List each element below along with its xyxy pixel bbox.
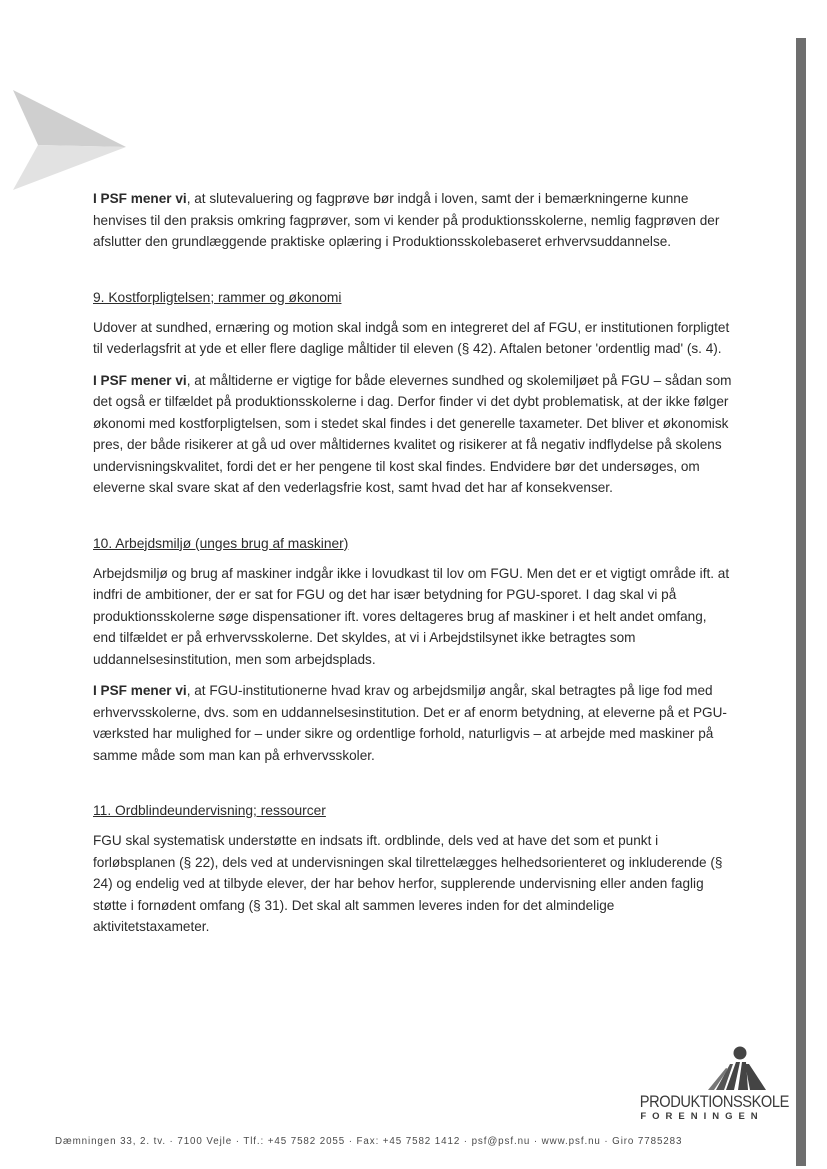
- section-10-paragraph-1: Arbejdsmiljø og brug af maskiner indgår ikke i lovudkast til lov om FGU. Men det er et vigtigt område ift. at indfri de ambitioner, der er sat for FGU og det har især betydning for PGU-sporet. I dag skal vi på produktionsskolerne søge dispensationer ift. vores deltageres brug af maskiner i et helt andet omfang, end tilfældet er på erhvervsskolerne. Det skyldes, at vi i Arbejdstilsynet ikke betragtes som uddannelsesinstitution, men som arbejdsplads.: [93, 565, 730, 667]
- produktionsskole-logo: [630, 1042, 789, 1122]
- section-11-heading: 11. Ordblindeundervisning; ressourcer: [93, 803, 326, 818]
- document-body: [93, 188, 733, 938]
- logo-title: PRODUKTIONSSKOLE: [639, 1092, 789, 1111]
- section-9-paragraph-1: Udover at sundhed, ernæring og motion skal indgå som en integreret del af FGU, er institutionen forpligtet til vederlagsfrit at yde et eller flere daglige måltider til eleven (§ 42). Aftalen betoner 'ordentlig mad' (s. 4).: [93, 319, 730, 356]
- section-9-lead: I PSF mener vi: [93, 372, 187, 388]
- section-10-paragraph-2: [93, 680, 733, 766]
- corner-paper-plane-graphic: [8, 85, 133, 195]
- intro-lead: I PSF mener vi: [93, 191, 187, 206]
- intro-paragraph: [93, 188, 733, 253]
- section-10-heading: 10. Arbejdsmiljø (unges brug af maskiner): [93, 535, 349, 551]
- section-9-heading: 9. Kostforpligtelsen; rammer og økonomi: [93, 289, 342, 305]
- section-11-paragraph-1: FGU skal systematisk understøtte en indsats ift. ordblinde, dels ved at have det som et punkt i forløbsplanen (§ 22), dels ved at undervisningen skal tilrettelægges helhedsorienteret og inkluderende (§ 24) og endelig ved at tilbyde elever, der har behov herfor, supplerende undervisning eller anden faglig støtte i fornødent omfang (§ 31). Det skal alt sammen leveres inden for det almindelige aktivitetstaxameter.: [93, 833, 723, 934]
- right-side-bar: [796, 38, 806, 1166]
- footer-address: Dæmningen 33, 2. tv. · 7100 Vejle · Tlf.: +45 7582 2055 · Fax: +45 7582 1412 · psf@psf.nu · www.psf.nu · Giro 7785283: [55, 1136, 683, 1147]
- logo-subtitle: FORENINGEN: [640, 1111, 764, 1122]
- stylized-figures-logo-icon: [630, 1042, 770, 1092]
- section-9-text: , at måltiderne er vigtige for både elevernes sundhed og skolemiljøet på FGU – sådan som det også er tilfældet på produktionsskolerne i dag. Derfor finder vi det dybt problematisk, at der ikke følger økonomi med kostforpligtelsen, som i stedet skal findes i det generelle taxameter. Det bliver et økonomisk pres, der både risikerer at gå ud over måltidernes kvalitet og risikerer at få negativ indflydelse på skolens undervisningskvalitet, fordi det er her pengene til kost skal findes. Endvidere bør det undersøges, om eleverne skal svare skat af den vederlagsfrie kost, samt hvad det har af konsekvenser.: [93, 372, 732, 495]
- section-10-lead: I PSF mener vi: [93, 683, 187, 698]
- intro-text: , at slutevaluering og fagprøve bør indgå i loven, samt der i bemærkningerne kunne henvises til den praksis omkring fagprøver, som vi kender på produktionsskolerne, nemlig fagprøven der afslutter den grundlæggende praktiske oplæring i Produktionsskolebaseret erhvervsuddannelse.: [93, 191, 720, 249]
- section-9-paragraph-2: [93, 370, 733, 499]
- section-10-text: , at FGU-institutionerne hvad krav og arbejdsmiljø angår, skal betragtes på lige fod med erhvervsskolerne, dvs. som en uddannelsesinstitution. Det er af enorm betydning, at eleverne på et PGU-værksted har mulighed for – under sikre og ordentlige forhold, naturligvis – at arbejde med maskiner på samme måde som man kan på erhvervsskoler.: [93, 683, 727, 763]
